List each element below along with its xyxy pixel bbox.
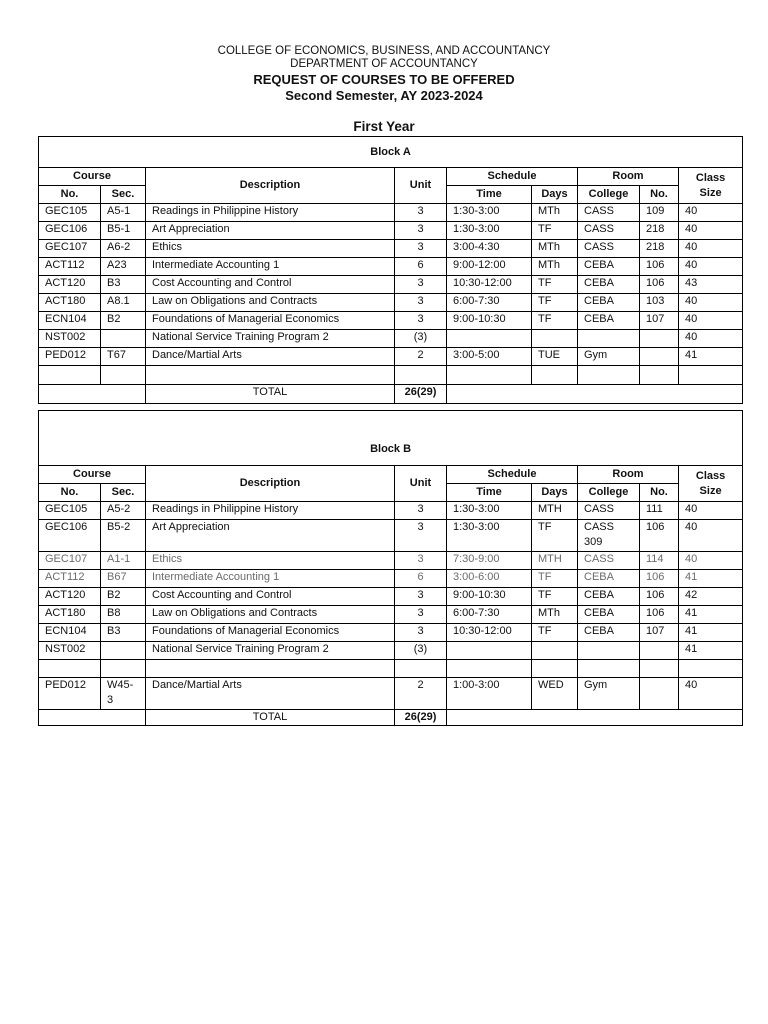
cell-time: 9:00-12:00 [447, 258, 532, 276]
semester-label: Second Semester, AY 2023-2024 [285, 88, 483, 103]
cell-size: 40 [679, 520, 743, 552]
time-header: Time [447, 186, 532, 204]
cell-no: ACT180 [39, 606, 101, 624]
course-no-header: No. [39, 186, 101, 204]
cell-time: 6:00-7:30 [447, 294, 532, 312]
cell-days: TF [532, 588, 578, 606]
cell-sec [101, 642, 146, 660]
table-row [39, 204, 743, 222]
cell-size: 41 [679, 348, 743, 366]
cell-size: 40 [679, 294, 743, 312]
cell-days: TF [532, 276, 578, 294]
cell-no: ECN104 [39, 624, 101, 642]
cell-size: 40 [679, 204, 743, 222]
time-header: Time [447, 484, 532, 502]
table-row [39, 642, 743, 660]
blank-row [39, 366, 743, 385]
cell-sec: B8 [101, 606, 146, 624]
cell-college: Gym [578, 348, 640, 366]
cell-unit: (3) [395, 642, 447, 660]
cell-room [640, 330, 679, 348]
total-row [39, 710, 743, 726]
cell-days: MTh [532, 204, 578, 222]
cell-days: TUE [532, 348, 578, 366]
cell-unit: 3 [395, 312, 447, 330]
cell-no: PED012 [39, 678, 101, 710]
cell-days: TF [532, 312, 578, 330]
cell-no: ECN104 [39, 312, 101, 330]
block-b-title: Block B [39, 411, 743, 466]
cell-unit: 3 [395, 552, 447, 570]
cell-room [640, 642, 679, 660]
cell-college: CASS [578, 552, 640, 570]
block-a-table [38, 136, 743, 404]
cell-unit: 3 [395, 624, 447, 642]
cell-sec: A8.1 [101, 294, 146, 312]
table-row [39, 294, 743, 312]
cell-unit: 6 [395, 570, 447, 588]
class-size-header: Class Size [679, 168, 743, 204]
cell-size: 40 [679, 240, 743, 258]
cell-unit: 3 [395, 276, 447, 294]
table-row [39, 348, 743, 366]
table-row [39, 222, 743, 240]
cell-time [447, 642, 532, 660]
cell-sec: B2 [101, 588, 146, 606]
cell-sec: T67 [101, 348, 146, 366]
cell-days: WED [532, 678, 578, 710]
cell-sec [101, 330, 146, 348]
cell-college: CEBA [578, 258, 640, 276]
cell-size: 40 [679, 678, 743, 710]
cell-days: TF [532, 520, 578, 552]
total-units: 26(29) [395, 385, 447, 404]
cell-desc: National Service Training Program 2 [146, 330, 395, 348]
cell-sec: B3 [101, 624, 146, 642]
cell-time: 3:00-6:00 [447, 570, 532, 588]
days-header: Days [532, 186, 578, 204]
cell-college: CEBA [578, 606, 640, 624]
cell-college [578, 330, 640, 348]
room-header: Room [578, 168, 679, 186]
cell-no: GEC106 [39, 222, 101, 240]
cell-unit: 3 [395, 294, 447, 312]
cell-no: ACT120 [39, 588, 101, 606]
table-row [39, 312, 743, 330]
class-size-header: Class Size [679, 466, 743, 502]
cell-room: 106 [640, 520, 679, 552]
cell-desc: Law on Obligations and Contracts [146, 606, 395, 624]
table-row [39, 240, 743, 258]
cell-time: 6:00-7:30 [447, 606, 532, 624]
blank-row [39, 660, 743, 678]
cell-no: GEC105 [39, 204, 101, 222]
course-no-header: No. [39, 484, 101, 502]
cell-no: ACT120 [39, 276, 101, 294]
table-row [39, 502, 743, 520]
cell-days: TF [532, 624, 578, 642]
cell-size: 40 [679, 222, 743, 240]
cell-size: 40 [679, 330, 743, 348]
cell-college: CASS [578, 222, 640, 240]
department-name: DEPARTMENT OF ACCOUNTANCY [290, 58, 478, 70]
cell-size: 42 [679, 588, 743, 606]
cell-room: 106 [640, 570, 679, 588]
cell-room: 109 [640, 204, 679, 222]
table-row [39, 606, 743, 624]
room-no-header: No. [640, 186, 679, 204]
cell-college: CEBA [578, 588, 640, 606]
cell-sec: A5-2 [101, 502, 146, 520]
cell-desc: Readings in Philippine History [146, 204, 395, 222]
cell-time: 1:30-3:00 [447, 520, 532, 552]
cell-college: CEBA [578, 276, 640, 294]
cell-desc: Dance/Martial Arts [146, 678, 395, 710]
cell-time: 9:00-10:30 [447, 312, 532, 330]
cell-desc: Dance/Martial Arts [146, 348, 395, 366]
cell-time [447, 330, 532, 348]
cell-sec: B67 [101, 570, 146, 588]
cell-sec: A5-1 [101, 204, 146, 222]
cell-college: CEBA [578, 570, 640, 588]
description-header: Description [146, 168, 395, 204]
cell-no: PED012 [39, 348, 101, 366]
cell-desc: Ethics [146, 240, 395, 258]
cell-no: ACT180 [39, 294, 101, 312]
cell-no: NST002 [39, 642, 101, 660]
cell-unit: 3 [395, 240, 447, 258]
cell-room: 106 [640, 258, 679, 276]
schedule-header: Schedule [447, 466, 578, 484]
cell-room: 218 [640, 240, 679, 258]
cell-room [640, 678, 679, 710]
cell-room: 103 [640, 294, 679, 312]
cell-time: 1:30-3:00 [447, 502, 532, 520]
cell-no: GEC105 [39, 502, 101, 520]
table-row [39, 552, 743, 570]
cell-sec: A1-1 [101, 552, 146, 570]
cell-desc: Art Appreciation [146, 222, 395, 240]
cell-days: MTh [532, 606, 578, 624]
total-label: TOTAL [146, 385, 395, 404]
cell-room: 111 [640, 502, 679, 520]
table-row [39, 258, 743, 276]
cell-unit: 2 [395, 348, 447, 366]
cell-college: CASS [578, 204, 640, 222]
days-header: Days [532, 484, 578, 502]
cell-days: TF [532, 222, 578, 240]
cell-unit: 3 [395, 606, 447, 624]
block-b-rows [39, 502, 743, 710]
cell-days: MTh [532, 240, 578, 258]
cell-days: TF [532, 570, 578, 588]
cell-no: GEC107 [39, 240, 101, 258]
total-row [39, 385, 743, 404]
cell-sec: B5-2 [101, 520, 146, 552]
table-row [39, 520, 743, 552]
cell-desc: National Service Training Program 2 [146, 642, 395, 660]
section-header: Sec. [101, 484, 146, 502]
room-no-header: No. [640, 484, 679, 502]
cell-college: CASS 309 [578, 520, 640, 552]
cell-size: 40 [679, 552, 743, 570]
college-header: College [578, 186, 640, 204]
course-header: Course [39, 466, 146, 484]
cell-desc: Intermediate Accounting 1 [146, 258, 395, 276]
course-header: Course [39, 168, 146, 186]
cell-room: 107 [640, 312, 679, 330]
cell-college [578, 642, 640, 660]
total-units: 26(29) [395, 710, 447, 726]
cell-college: CEBA [578, 312, 640, 330]
cell-unit: 3 [395, 204, 447, 222]
cell-time: 1:00-3:00 [447, 678, 532, 710]
document-title: REQUEST OF COURSES TO BE OFFERED [253, 72, 515, 87]
description-header: Description [146, 466, 395, 502]
cell-no: NST002 [39, 330, 101, 348]
cell-days: MTH [532, 502, 578, 520]
cell-desc: Readings in Philippine History [146, 502, 395, 520]
cell-college: CEBA [578, 294, 640, 312]
cell-desc: Ethics [146, 552, 395, 570]
cell-time: 9:00-10:30 [447, 588, 532, 606]
table-row [39, 624, 743, 642]
table-row [39, 678, 743, 710]
cell-sec: B5-1 [101, 222, 146, 240]
cell-size: 40 [679, 502, 743, 520]
cell-desc: Art Appreciation [146, 520, 395, 552]
cell-unit: 3 [395, 222, 447, 240]
cell-time: 1:30-3:00 [447, 222, 532, 240]
cell-days [532, 330, 578, 348]
cell-college: CASS [578, 240, 640, 258]
cell-time: 3:00-5:00 [447, 348, 532, 366]
cell-desc: Cost Accounting and Control [146, 276, 395, 294]
cell-no: GEC107 [39, 552, 101, 570]
cell-room: 106 [640, 588, 679, 606]
schedule-header: Schedule [447, 168, 578, 186]
table-row [39, 588, 743, 606]
cell-no: GEC106 [39, 520, 101, 552]
cell-room [640, 348, 679, 366]
cell-size: 40 [679, 258, 743, 276]
cell-room: 218 [640, 222, 679, 240]
cell-college: CEBA [578, 624, 640, 642]
cell-sec: B2 [101, 312, 146, 330]
cell-size: 41 [679, 624, 743, 642]
block-b-table [38, 410, 743, 726]
year-label: First Year [353, 119, 415, 134]
cell-size: 40 [679, 312, 743, 330]
college-name: COLLEGE OF ECONOMICS, BUSINESS, AND ACCOUNTANCY [217, 45, 551, 57]
cell-unit: 6 [395, 258, 447, 276]
table-row [39, 570, 743, 588]
cell-unit: (3) [395, 330, 447, 348]
college-header: College [578, 484, 640, 502]
block-a-title: Block A [39, 137, 743, 168]
cell-no: ACT112 [39, 258, 101, 276]
cell-sec: A6-2 [101, 240, 146, 258]
cell-unit: 3 [395, 588, 447, 606]
cell-time: 1:30-3:00 [447, 204, 532, 222]
cell-unit: 3 [395, 502, 447, 520]
total-label: TOTAL [146, 710, 395, 726]
cell-sec: W45-3 [101, 678, 146, 710]
cell-days: MTH [532, 552, 578, 570]
room-header: Room [578, 466, 679, 484]
cell-desc: Cost Accounting and Control [146, 588, 395, 606]
cell-size: 43 [679, 276, 743, 294]
cell-desc: Foundations of Managerial Economics [146, 624, 395, 642]
cell-size: 41 [679, 606, 743, 624]
cell-unit: 3 [395, 520, 447, 552]
cell-room: 107 [640, 624, 679, 642]
cell-college: CASS [578, 502, 640, 520]
cell-time: 3:00-4:30 [447, 240, 532, 258]
cell-time: 10:30-12:00 [447, 276, 532, 294]
cell-size: 41 [679, 570, 743, 588]
cell-time: 10:30-12:00 [447, 624, 532, 642]
cell-time: 7:30-9:00 [447, 552, 532, 570]
cell-days [532, 642, 578, 660]
cell-room: 106 [640, 276, 679, 294]
cell-desc: Intermediate Accounting 1 [146, 570, 395, 588]
unit-header: Unit [395, 466, 447, 502]
block-a-rows [39, 204, 743, 366]
cell-days: MTh [532, 258, 578, 276]
cell-room: 114 [640, 552, 679, 570]
cell-size: 41 [679, 642, 743, 660]
cell-days: TF [532, 294, 578, 312]
cell-desc: Law on Obligations and Contracts [146, 294, 395, 312]
cell-desc: Foundations of Managerial Economics [146, 312, 395, 330]
cell-no: ACT112 [39, 570, 101, 588]
cell-sec: B3 [101, 276, 146, 294]
unit-header: Unit [395, 168, 447, 204]
section-header: Sec. [101, 186, 146, 204]
cell-college: Gym [578, 678, 640, 710]
table-row [39, 276, 743, 294]
cell-unit: 2 [395, 678, 447, 710]
table-row [39, 330, 743, 348]
cell-sec: A23 [101, 258, 146, 276]
cell-room: 106 [640, 606, 679, 624]
